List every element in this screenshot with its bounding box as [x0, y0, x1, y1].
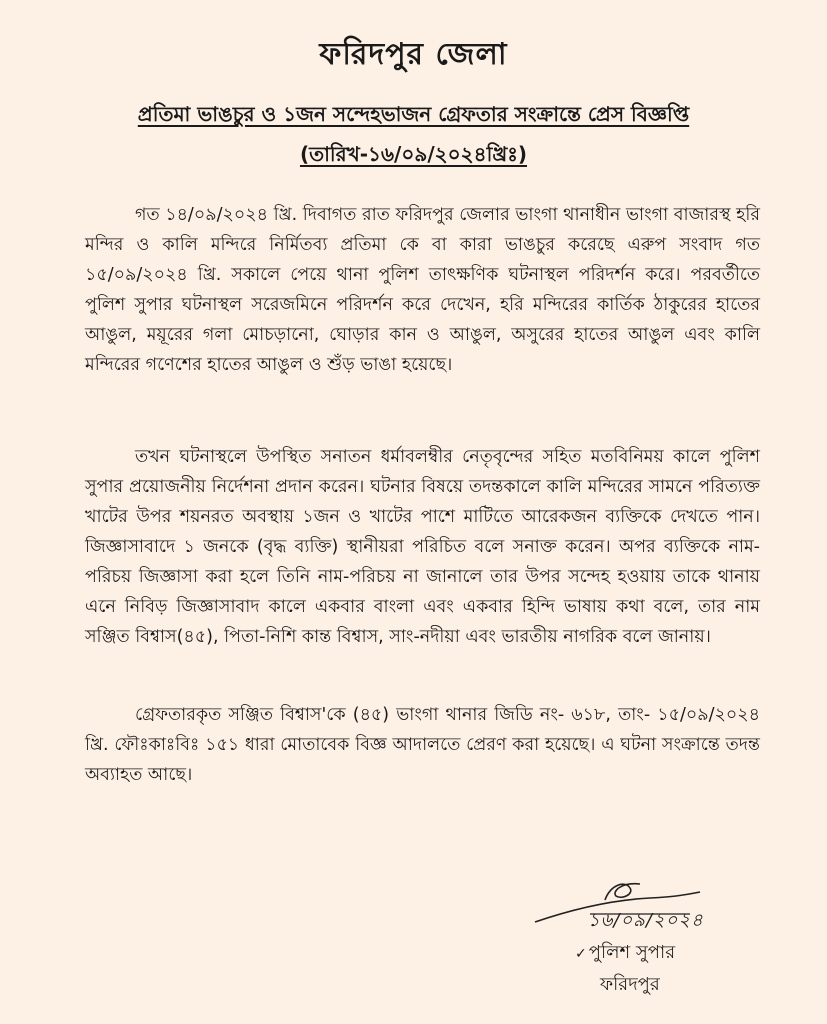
signature-designation: পুলিশ সুপার — [588, 942, 676, 963]
check-mark-icon: ✓ — [575, 946, 587, 962]
signature-date: ১৬/০৯/২০২৪ — [588, 910, 704, 931]
signature-block — [530, 870, 790, 1010]
document-subtitle: প্রতিমা ভাঙচুর ও ১জন সন্দেহভাজন গ্রেফতার সংক্রান্তে প্রেস বিজ্ঞপ্তি — [137, 102, 690, 126]
document-title: ফরিদপুর জেলা — [319, 37, 508, 72]
signature-district: ফরিদপুর — [600, 974, 660, 995]
body-paragraph-2: তখন ঘটনাস্থলে উপস্থিত সনাতন ধর্মাবলম্বীর নেতৃবৃন্দের সহিত মতবিনিময় কালে পুলিশ সুপার প্রয়োজনীয় নির্দেশনা প্রদান করেন। ঘটনার বিষয়ে তদন্তকালে কালি মন্দিরের সামনে পরিত্যক্ত খাটের উপর শয়নরত অবস্থায় ১জন ও খাটের পাশে মাটিতে আরেকজন ব্যক্তিকে দেখতে পান। জিজ্ঞাসাবাদে ১ জনকে (বৃদ্ধ ব্যক্তি) স্থানীয়রা পরিচিত বলে সনাক্ত করেন। অপর ব্যক্তিকে নাম-পরিচয় জিজ্ঞাসা করা হলে তিনি নাম-পরিচয় না জানালে তার উপর সন্দেহ হওয়ায় তাকে থানায় এনে নিবিড় জিজ্ঞাসাবাদ কালে একবার বাংলা এবং একবার হিন্দি ভাষায় কথা বলে, তার নাম সঞ্জিত বিশ্বাস(৪৫), পিতা-নিশি কান্ত বিশ্বাস, সাং-নদীয়া এবং ভারতীয় নাগরিক বলে জানায়। — [85, 447, 760, 647]
body-paragraph-3: গ্রেফতারকৃত সঞ্জিত বিশ্বাস'কে (৪৫) ভাংগা থানার জিডি নং- ৬১৮, তাং- ১৫/০৯/২০২৪ খ্রি. ফৌঃকাঃবিঃ ১৫১ ধারা মোতাবেক বিজ্ঞ আদালতে প্রেরণ করা হয়েছে। এ ঘটনা সংক্রান্তে তদন্ত অব্যাহত আছে। — [85, 705, 760, 785]
body-paragraph-1: গত ১৪/০৯/২০২৪ খ্রি. দিবাগত রাত ফরিদপুর জেলার ভাংগা থানাধীন ভাংগা বাজারস্থ হরি মন্দির ও কালি মন্দিরে নির্মিতব্য প্রতিমা কে বা কারা ভাঙচুর করেছে এরুপ সংবাদ গত ১৫/০৯/২০২৪ খ্রি. সকালে পেয়ে থানা পুলিশ তাৎক্ষণিক ঘটনাস্থল পরিদর্শন করে। পরবর্তীতে পুলিশ সুপার ঘটনাস্থল সরেজমিনে পরিদর্শন করে দেখেন, হরি মন্দিরের কার্তিক ঠাকুরের হাতের আঙুল, ময়ূরের গলা মোচড়ানো, ঘোড়ার কান ও আঙুল, অসুরের হাতের আঙুল এবং কালি মন্দিরের গণেশের হাতের আঙুল ও শুঁড় ভাঙা হয়েছে। — [85, 205, 760, 375]
signature-designation-row — [575, 938, 675, 969]
document-date: (তারিখ-১৬/০৯/২০২৪খ্রিঃ) — [299, 142, 528, 166]
